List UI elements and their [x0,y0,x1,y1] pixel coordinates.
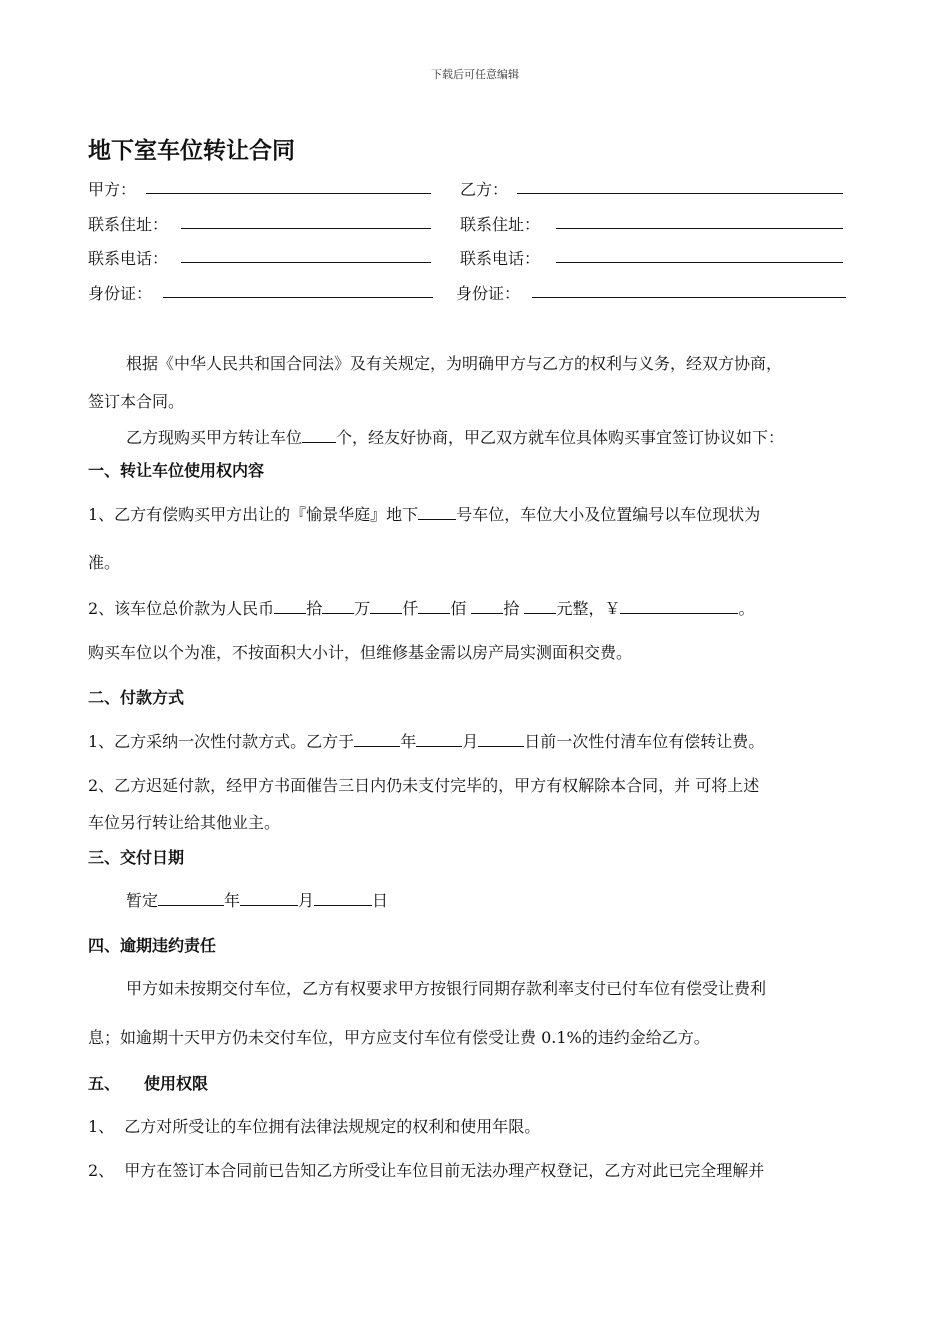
intro-paragraph-1: 根据《中华人民共和国合同法》及有关规定，为明确甲方与乙方的权利与义务，经双方协商， [126,354,783,373]
party-b-label: 乙方： [460,180,509,199]
party-a-address-line [181,228,431,229]
section-1-item-1-cont: 准。 [88,553,121,572]
section-2-item-2-cont: 车位另行转让给其他业主。 [88,813,281,832]
party-b-address-label: 联系住址： [460,215,541,234]
party-b-phone-line [556,262,843,263]
section-5-item-2: 2、 甲方在签订本合同前已告知乙方所受让车位目前无法办理产权登记，乙方对此已完全理解并 [88,1161,765,1180]
party-b-line [517,193,843,194]
party-b-id-line [532,297,846,298]
intro-paragraph-2: 乙方现购买甲方转让车位 个，经友好协商，甲乙双方就车位具体购买事宜签订协议如下： [126,428,785,447]
section-1-item-2: 2、该车位总价款为人民币 拾 万 仟 佰 拾 元整，￥ 。 [88,599,755,618]
section-1-item-1: 1、乙方有偿购买甲方出让的『愉景华庭』地下 号车位，车位大小及位置编号以车位现状为 [88,505,761,524]
section-3-date: 暂定 年 月 日 [126,891,389,910]
party-a-phone-label: 联系电话： [88,249,169,268]
section-3-heading: 三、交付日期 [88,848,185,867]
party-a-address-label: 联系住址： [88,215,169,234]
section-2-heading: 二、付款方式 [88,688,185,707]
party-b-phone-label: 联系电话： [460,249,541,268]
intro-paragraph-1-cont: 签订本合同。 [88,392,185,411]
section-2-item-1: 1、乙方采纳一次性付款方式。乙方于 年 月 日前一次性付清车位有偿转让费。 [88,732,765,751]
section-4-paragraph-cont: 息；如逾期十天甲方仍未交付车位，甲方应支付车位有偿受让费 0.1%的违约金给乙方。 [88,1028,710,1047]
document-title: 地下室车位转让合同 [88,138,295,164]
party-a-phone-line [181,262,431,263]
party-a-label: 甲方： [88,180,137,199]
section-4-heading: 四、逾期违约责任 [88,936,217,955]
section-1-heading: 一、转让车位使用权内容 [88,461,265,480]
page-header: 下载后可任意编辑 [431,68,519,81]
party-a-line [146,193,431,194]
section-5-heading: 五、 使用权限 [88,1074,209,1093]
section-5-item-1: 1、 乙方对所受让的车位拥有法律法规规定的权利和使用年限。 [88,1117,541,1136]
section-2-item-2: 2、乙方迟延付款，经甲方书面催告三日内仍未支付完毕的，甲方有权解除本合同，并 可将上述 [88,776,760,795]
party-a-id-label: 身份证： [88,284,153,303]
party-b-address-line [556,228,843,229]
party-a-id-line [163,297,433,298]
section-4-paragraph: 甲方如未按期交付车位，乙方有权要求甲方按银行同期存款利率支付已付车位有偿受让费利 [126,979,767,998]
section-1-item-3: 购买车位以个为准，不按面积大小计，但维修基金需以房产局实测面积交费。 [88,643,633,662]
party-b-id-label: 身份证： [456,284,521,303]
